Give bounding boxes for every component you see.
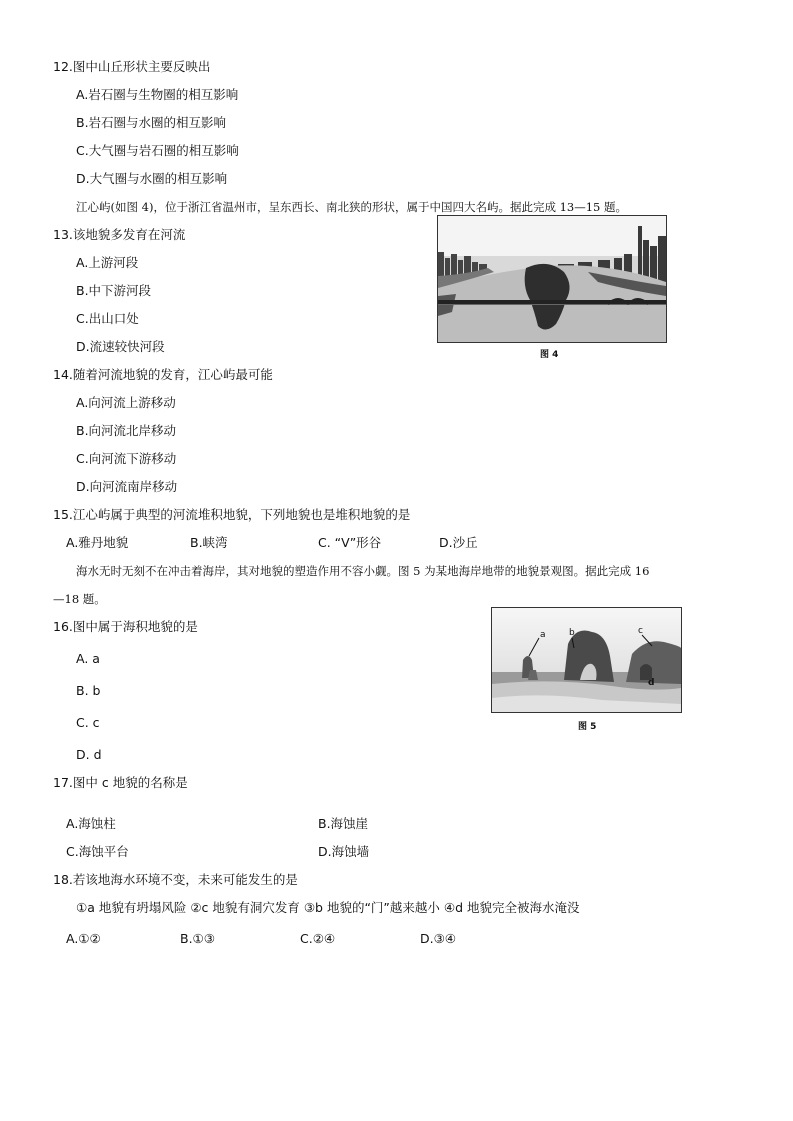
q18-statements: ①a 地貌有坍塌风险 ②c 地貌有洞穴发育 ③b 地貌的“门”越来越小 ④d 地貌完全被海水淹没 [76,900,580,915]
q15-option-d[interactable]: D.沙丘 [439,535,478,550]
q13-option-b[interactable]: B.中下游河段 [76,283,152,298]
q12-option-c[interactable]: C.大气圈与岩石圈的相互影响 [76,143,239,158]
q18-option-d[interactable]: D.③④ [420,931,457,946]
q14-option-b[interactable]: B.向河流北岸移动 [76,423,177,438]
q17-stem: 17.图中 c 地貌的名称是 [53,775,188,790]
q16-option-a[interactable]: A. a [76,651,100,666]
figure-4-river-island-photo [437,215,667,343]
q13-option-d[interactable]: D.流速较快河段 [76,339,165,354]
q12-option-a[interactable]: A.岩石圈与生物圈的相互影响 [76,87,239,102]
q14-stem: 14.随着河流地貌的发育，江心屿最可能 [53,367,273,382]
q16-option-c[interactable]: C. c [76,715,100,730]
q18-stem: 18.若该地海水环境不变，未来可能发生的是 [53,872,298,887]
passage-coast-line1: 海水无时无刻不在冲击着海岸，其对地貌的塑造作用不容小觑。图 5 为某地海岸地带的地貌景观图。据此完成 16 [76,564,650,578]
figure-5-label-b: b [569,628,575,638]
q16-stem: 16.图中属于海积地貌的是 [53,619,198,634]
q12-stem: 12.图中山丘形状主要反映出 [53,59,211,74]
q15-option-c[interactable]: C. “V”形谷 [318,535,382,550]
q13-stem: 13.该地貌多发育在河流 [53,227,186,242]
passage-coast-line2: —18 题。 [53,592,106,606]
figure-5-coast-photo [491,607,682,713]
q17-option-c[interactable]: C.海蚀平台 [66,844,129,859]
figure-5-label-c: c [638,626,643,636]
q13-option-c[interactable]: C.出山口处 [76,311,139,326]
q12-option-b[interactable]: B.岩石圈与水圈的相互影响 [76,115,227,130]
q14-option-c[interactable]: C.向河流下游移动 [76,451,177,466]
q14-option-d[interactable]: D.向河流南岸移动 [76,479,178,494]
q18-option-c[interactable]: C.②④ [300,931,336,946]
q15-stem: 15.江心屿属于典型的河流堆积地貌，下列地貌也是堆积地貌的是 [53,507,411,522]
q15-option-a[interactable]: A.雅丹地貌 [66,535,129,550]
q17-option-d[interactable]: D.海蚀墙 [318,844,370,859]
q17-option-b[interactable]: B.海蚀崖 [318,816,369,831]
passage-jiangxinyu: 江心屿(如图 4)，位于浙江省温州市，呈东西长、南北狭的形状，属于中国四大名屿。据此完成 13—15 题。 [76,200,628,214]
q14-option-a[interactable]: A.向河流上游移动 [76,395,176,410]
q18-option-a[interactable]: A.①② [66,931,101,946]
q16-option-d[interactable]: D. d [76,747,102,762]
q16-option-b[interactable]: B. b [76,683,101,698]
q15-option-b[interactable]: B.峡湾 [190,535,228,550]
q17-option-a[interactable]: A.海蚀柱 [66,816,116,831]
q13-option-a[interactable]: A.上游河段 [76,255,139,270]
figure-5-label-d: d [648,678,655,688]
figure-5-label-a: a [540,630,546,640]
q12-option-d[interactable]: D.大气圈与水圈的相互影响 [76,171,228,186]
q18-option-b[interactable]: B.①③ [180,931,215,946]
figure-5-caption: 图 5 [578,722,597,732]
figure-4-caption: 图 4 [540,350,559,360]
